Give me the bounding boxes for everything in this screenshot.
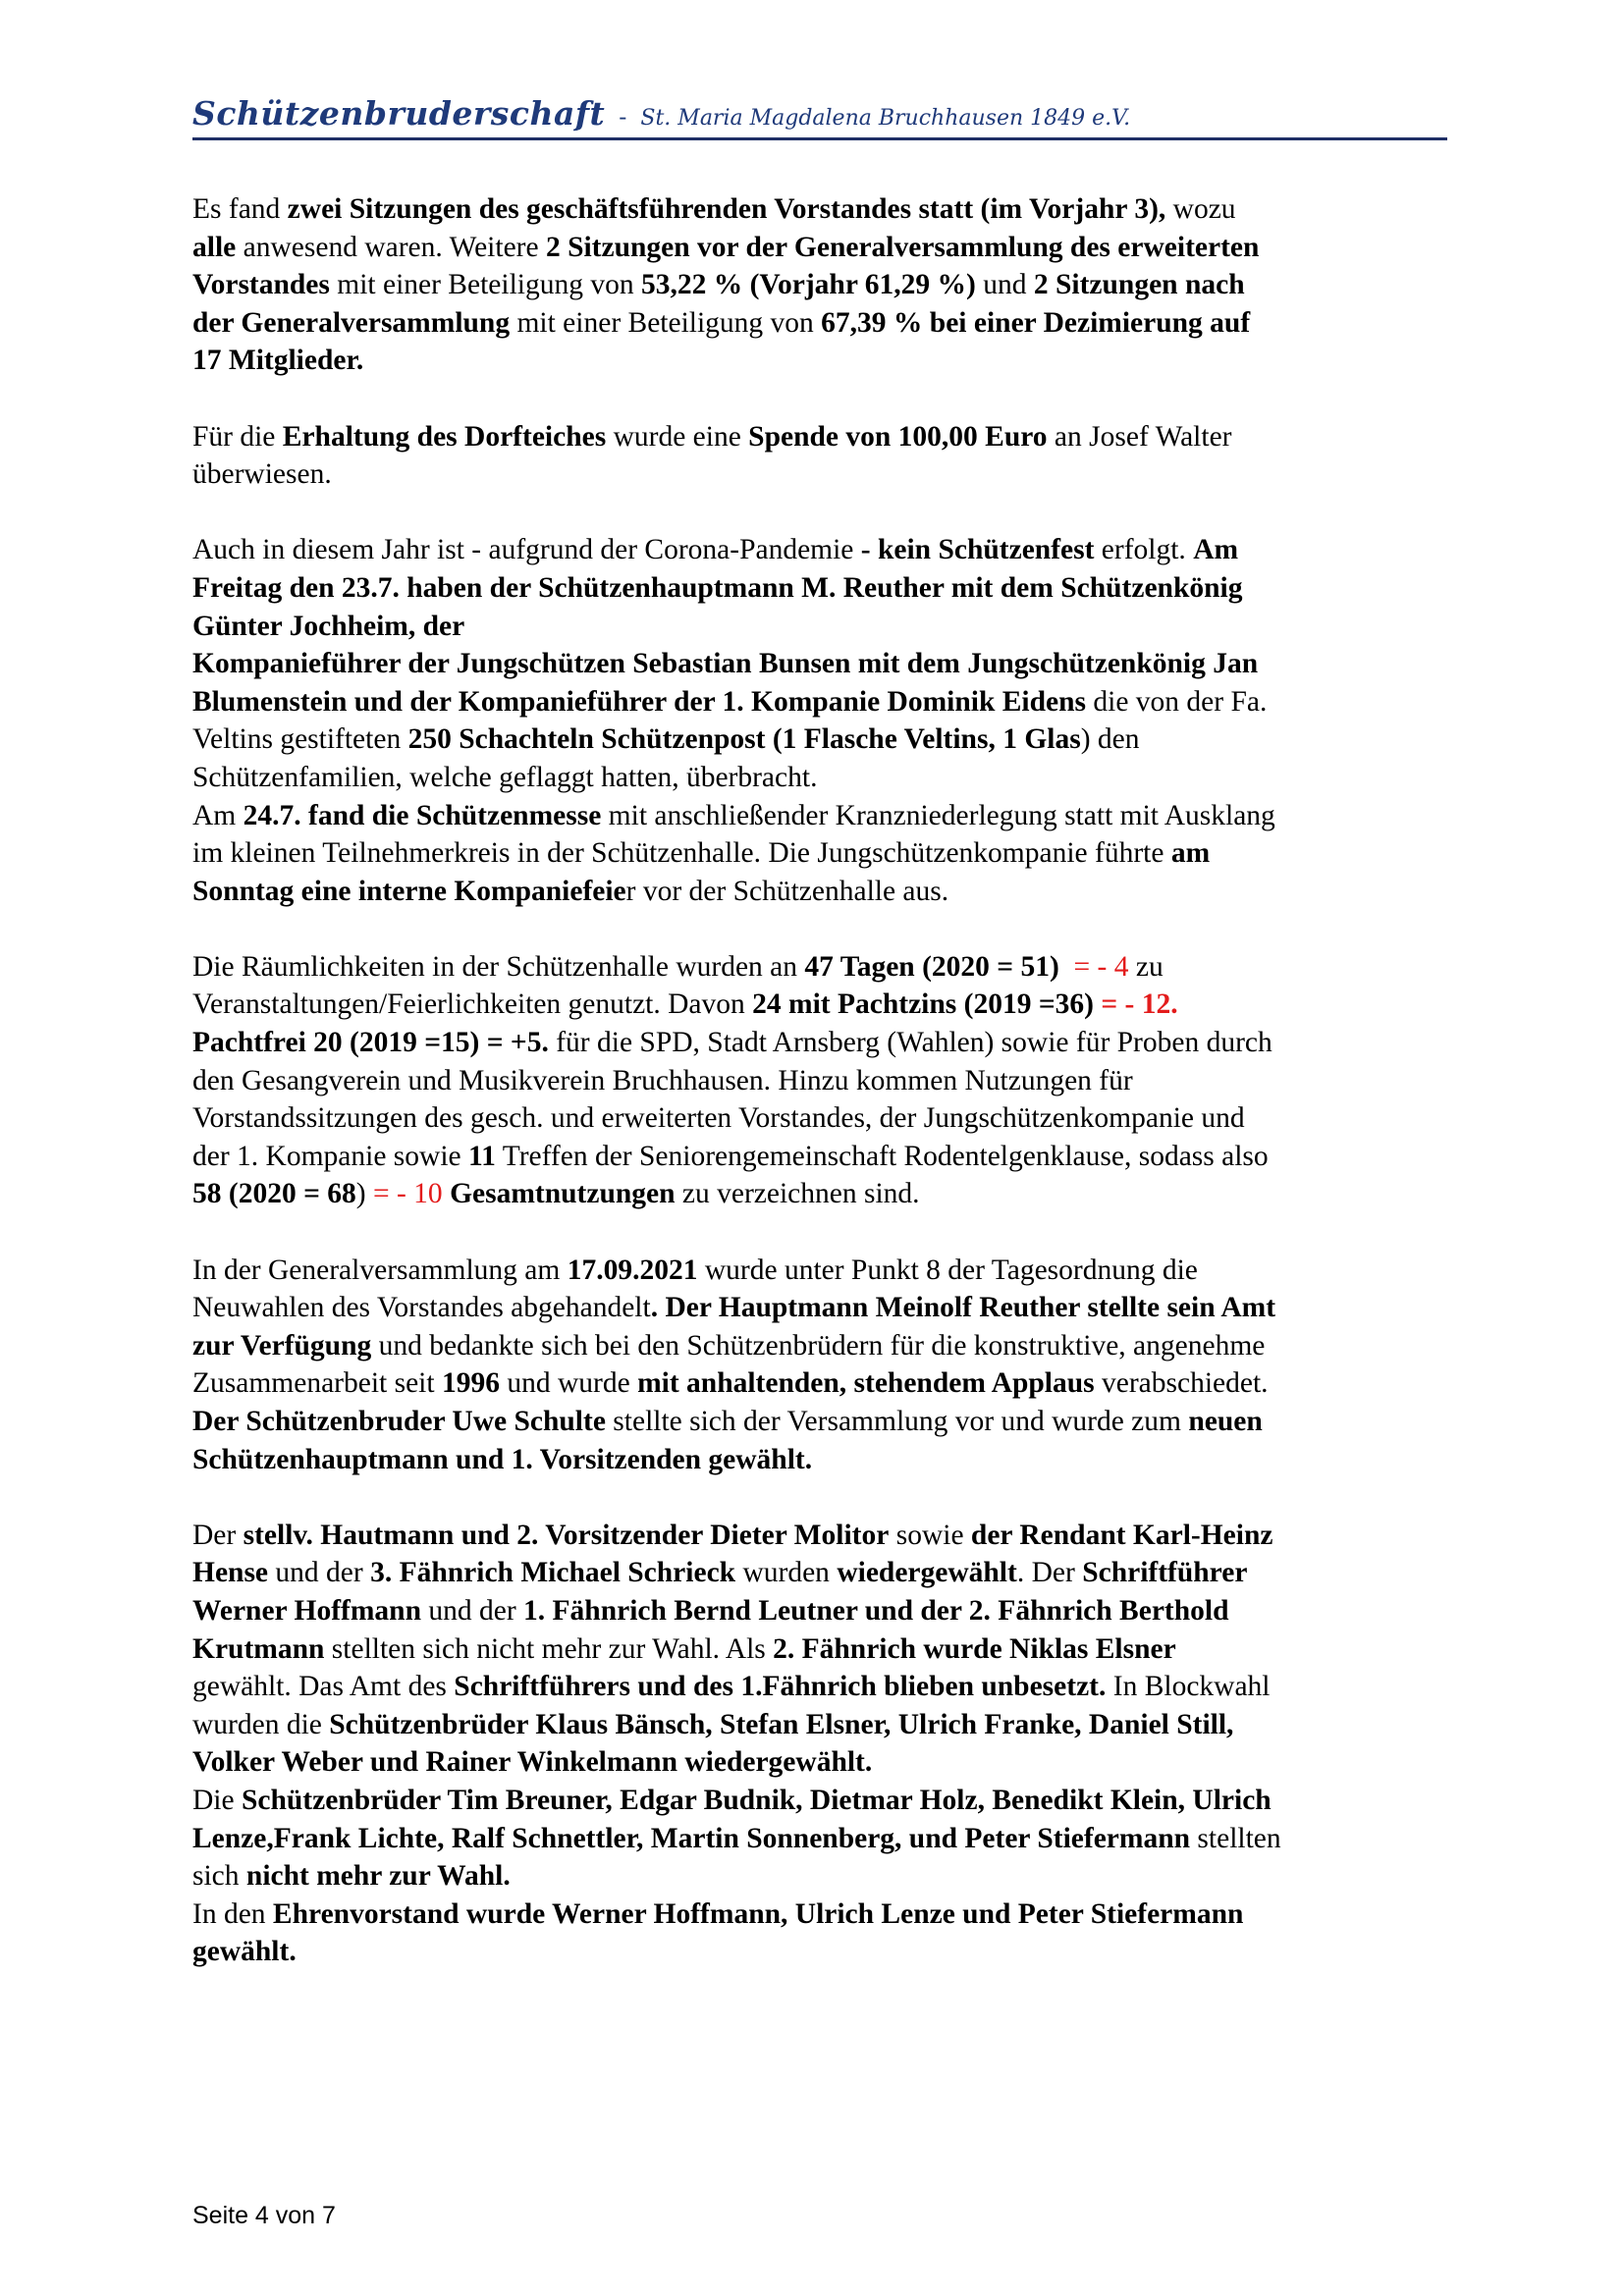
bold-run: 58 (2020 = 68 bbox=[192, 1178, 356, 1210]
text-line bbox=[192, 986, 1449, 1024]
text-line bbox=[192, 683, 1449, 721]
bold-run: Hense bbox=[192, 1557, 269, 1589]
text-run: für die SPD, Stadt Arnsberg (Wahlen) sowie für Proben durch bbox=[548, 1027, 1272, 1059]
text-run: sowie bbox=[889, 1519, 971, 1551]
organization-subtitle: St. Maria Magdalena Bruchhausen 1849 e.V. bbox=[640, 106, 1131, 131]
text-run: der 1. Kompanie sowie bbox=[192, 1140, 468, 1172]
text-run: r vor der Schützenhalle aus. bbox=[625, 875, 949, 907]
text-run: wozu bbox=[1165, 193, 1236, 225]
organization-name: Schützenbruderschaft bbox=[192, 94, 606, 133]
paragraph-elections bbox=[192, 1517, 1449, 1971]
text-run: Schützenfamilien, welche geflaggt hatten, überbracht. bbox=[192, 761, 818, 793]
bold-run: 17.09.2021 bbox=[567, 1254, 698, 1286]
bold-run: - kein Schützenfest bbox=[860, 534, 1095, 566]
text-run: an Josef Walter bbox=[1047, 420, 1232, 453]
text-line bbox=[192, 1820, 1449, 1858]
text-line bbox=[192, 418, 1449, 456]
text-run: im kleinen Teilnehmerkreis in der Schützenhalle. Die Jungschützenkompanie führte bbox=[192, 837, 1171, 870]
bold-run: 17 Mitglieder. bbox=[192, 345, 364, 377]
text-run: stellten sich nicht mehr zur Wahl. Als bbox=[324, 1632, 774, 1665]
text-run: stellten bbox=[1190, 1822, 1281, 1854]
bold-run: Spende von 100,00 Euro bbox=[748, 420, 1048, 453]
bold-run: 11 bbox=[468, 1140, 496, 1172]
bold-run: Schützenbrüder Klaus Bänsch, Stefan Elsner, Ulrich Franke, Daniel Still, bbox=[329, 1708, 1234, 1740]
text-run: anwesend waren. Weitere bbox=[236, 231, 546, 263]
text-line bbox=[192, 1024, 1449, 1062]
bold-run: alle bbox=[192, 231, 237, 263]
bold-run: 67,39 % bei einer Dezimierung auf bbox=[821, 306, 1251, 339]
letterhead bbox=[192, 94, 1447, 143]
bold-run: Vorstandes bbox=[192, 269, 330, 301]
bold-run: der Generalversammlung bbox=[192, 306, 511, 339]
paragraph-hall-usage bbox=[192, 948, 1449, 1213]
bold-run: 2. Fähnrich wurde Niklas Elsner bbox=[773, 1632, 1176, 1665]
paragraph-schuetzenfest bbox=[192, 531, 1449, 910]
bold-run: am bbox=[1170, 837, 1211, 870]
text-line bbox=[192, 1743, 1449, 1782]
text-run: ) bbox=[355, 1178, 366, 1210]
text-run: Veltins gestifteten bbox=[192, 723, 408, 756]
text-line bbox=[192, 1896, 1449, 1934]
bold-run: neuen bbox=[1188, 1406, 1263, 1437]
text-run: gewählt. Das Amt des bbox=[192, 1671, 455, 1703]
text-line bbox=[192, 229, 1449, 267]
text-run: und bedankte sich bei den Schützenbrüdern für die konstruktive, angenehme bbox=[371, 1329, 1266, 1362]
text-line bbox=[192, 1630, 1449, 1669]
text-line bbox=[192, 342, 1449, 380]
bold-run: Werner Hoffmann bbox=[192, 1594, 421, 1627]
text-line bbox=[192, 1138, 1449, 1176]
letterhead-title bbox=[192, 94, 1130, 133]
bold-run: Schriftführer bbox=[1082, 1557, 1248, 1589]
bold-run: Freitag den 23.7. haben der Schützenhauptmann M. Reuther mit dem Schützenkönig bbox=[192, 571, 1243, 604]
text-line bbox=[192, 1403, 1449, 1441]
bold-run: stellv. Hautmann und 2. Vorsitzender Dieter Molitor bbox=[243, 1519, 890, 1551]
text-run: Die Räumlichkeiten in der Schützenhalle wurden an bbox=[192, 950, 805, 983]
text-line bbox=[192, 759, 1449, 797]
document-body bbox=[192, 190, 1449, 1971]
bold-run: Sonntag eine interne Kompaniefeie bbox=[192, 875, 626, 907]
text-run: die von der Fa. bbox=[1086, 685, 1268, 718]
text-run: In Blockwahl bbox=[1106, 1671, 1271, 1703]
text-run: Vorstandssitzungen des gesch. und erweiterten Vorstandes, der Jungschützenkompanie und bbox=[192, 1102, 1245, 1135]
page-number: Seite 4 von 7 bbox=[192, 2202, 336, 2229]
text-line bbox=[192, 304, 1449, 343]
text-run: mit anschließender Kranzniederlegung statt mit Ausklang bbox=[601, 799, 1275, 831]
text-line bbox=[192, 1175, 1449, 1213]
text-run: Es fand bbox=[192, 193, 288, 225]
text-run: wurde eine bbox=[606, 420, 749, 453]
text-line bbox=[192, 834, 1449, 873]
text-line bbox=[192, 948, 1449, 987]
text-line bbox=[192, 645, 1449, 683]
text-run: . Der bbox=[1016, 1557, 1083, 1589]
text-run: Veranstaltungen/Feierlichkeiten genutzt. Davon bbox=[192, 988, 753, 1021]
bold-run: 24.7. fand die Schützenmesse bbox=[243, 799, 602, 831]
red-delta: = - 12. bbox=[1101, 988, 1178, 1021]
bold-run: gewählt. bbox=[192, 1936, 297, 1968]
bold-run: Schützenhauptmann und 1. Vorsitzenden gewählt. bbox=[192, 1443, 813, 1475]
text-line bbox=[192, 1441, 1449, 1479]
text-run: In der Generalversammlung am bbox=[192, 1254, 568, 1286]
text-run: wurde unter Punkt 8 der Tagesordnung die bbox=[697, 1254, 1198, 1286]
bold-run: Günter Jochheim, der bbox=[192, 610, 465, 642]
text-line bbox=[192, 1782, 1449, 1820]
text-run: Zusammenarbeit seit bbox=[192, 1367, 442, 1400]
text-line bbox=[192, 873, 1449, 911]
text-run: Am bbox=[192, 799, 244, 831]
bold-run: zwei Sitzungen des geschäftsführenden Vorstandes statt (im Vorjahr 3), bbox=[287, 193, 1166, 225]
text-run: Neuwahlen des Vorstandes abgehandelt bbox=[192, 1292, 651, 1324]
text-run: mit einer Beteiligung von bbox=[510, 306, 822, 339]
bold-run: wiedergewählt bbox=[837, 1557, 1017, 1589]
bold-run: 47 Tagen (2020 = 51) bbox=[804, 950, 1059, 983]
text-line bbox=[192, 1706, 1449, 1744]
bold-run: . Der Hauptmann Meinolf Reuther stellte sein Amt bbox=[650, 1292, 1276, 1324]
text-line bbox=[192, 531, 1449, 569]
text-run: zu bbox=[1128, 950, 1164, 983]
text-run: Die bbox=[192, 1784, 242, 1816]
bold-run: Schriftführers und des 1.Fähnrich blieben unbesetzt. bbox=[454, 1671, 1107, 1703]
text-line bbox=[192, 1364, 1449, 1403]
text-line bbox=[192, 266, 1449, 304]
text-run: und wurde bbox=[499, 1367, 638, 1400]
bold-run: Krutmann bbox=[192, 1632, 325, 1665]
text-run: wurden bbox=[735, 1557, 838, 1589]
header-rule bbox=[192, 137, 1447, 140]
text-line bbox=[192, 1857, 1449, 1896]
text-line bbox=[192, 1592, 1449, 1630]
bold-run: 250 Schachteln Schützenpost (1 Flasche Veltins, 1 Glas bbox=[407, 723, 1081, 756]
bold-run: Volker Weber und Rainer Winkelmann wiedergewählt. bbox=[192, 1746, 873, 1779]
text-run: und der bbox=[268, 1557, 371, 1589]
text-line bbox=[192, 1099, 1449, 1138]
text-line bbox=[192, 721, 1449, 759]
bold-run: 2 Sitzungen nach bbox=[1033, 269, 1245, 301]
bold-run: 24 mit Pachtzins (2019 =36) bbox=[752, 988, 1094, 1021]
bold-run: Der Schützenbruder Uwe Schulte bbox=[192, 1406, 606, 1437]
text-line bbox=[192, 608, 1449, 646]
text-run: mit einer Beteiligung von bbox=[329, 269, 641, 301]
text-line bbox=[192, 1933, 1449, 1971]
bold-run: Erhaltung des Dorfteiches bbox=[282, 420, 607, 453]
text-line bbox=[192, 569, 1449, 608]
text-line bbox=[192, 1062, 1449, 1100]
paragraph-donation bbox=[192, 418, 1449, 494]
bold-run: der Rendant Karl-Heinz bbox=[970, 1519, 1273, 1551]
red-delta: = - 4 bbox=[1073, 950, 1129, 983]
text-line bbox=[192, 1289, 1449, 1327]
bold-run: 3. Fähnrich Michael Schrieck bbox=[370, 1557, 736, 1589]
bold-run: Blumenstein und der Kompanieführer der 1. Kompanie Dominik Eidens bbox=[192, 685, 1087, 718]
text-run: Auch in diesem Jahr ist - aufgrund der Corona-Pandemie bbox=[192, 534, 861, 566]
bold-run: Kompanieführer der Jungschützen Sebastian Bunsen mit dem Jungschützenkönig Jan bbox=[192, 648, 1259, 680]
text-run: stellte sich der Versammlung vor und wurde zum bbox=[605, 1406, 1189, 1437]
title-separator: - bbox=[619, 103, 627, 131]
bold-run: 1. Fähnrich Bernd Leutner und der 2. Fähnrich Berthold bbox=[523, 1594, 1229, 1627]
bold-run: 2 Sitzungen vor der Generalversammlung des erweiterten bbox=[545, 231, 1260, 263]
bold-run: mit anhaltenden, stehendem Applaus bbox=[637, 1367, 1095, 1400]
text-line bbox=[192, 1668, 1449, 1706]
text-run: den Gesangverein und Musikverein Bruchhausen. Hinzu kommen Nutzungen für bbox=[192, 1064, 1133, 1096]
bold-run: nicht mehr zur Wahl. bbox=[245, 1860, 511, 1893]
text-line bbox=[192, 1327, 1449, 1365]
text-run: und bbox=[975, 269, 1034, 301]
text-run: und der bbox=[420, 1594, 524, 1627]
bold-run: 1996 bbox=[441, 1367, 500, 1400]
text-run: wurden die bbox=[192, 1708, 330, 1740]
text-line bbox=[192, 797, 1449, 835]
bold-run: zur Verfügung bbox=[192, 1329, 372, 1362]
bold-run: Gesamtnutzungen bbox=[442, 1178, 676, 1210]
text-line bbox=[192, 1252, 1449, 1290]
bold-run: 53,22 % (Vorjahr 61,29 %) bbox=[640, 269, 976, 301]
text-line bbox=[192, 1554, 1449, 1592]
text-run: Für die bbox=[192, 420, 283, 453]
bold-run: Am bbox=[1193, 534, 1239, 566]
text-run: zu verzeichnen sind. bbox=[675, 1178, 920, 1210]
paragraph-meetings bbox=[192, 190, 1449, 380]
text-line bbox=[192, 1517, 1449, 1555]
text-line bbox=[192, 455, 1449, 494]
bold-run: Lenze,Frank Lichte, Ralf Schnettler, Martin Sonnenberg, und Peter Stiefermann bbox=[192, 1822, 1191, 1854]
text-run: In den bbox=[192, 1897, 273, 1930]
text-line bbox=[192, 190, 1449, 229]
paragraph-general-assembly bbox=[192, 1252, 1449, 1479]
text-run: Der bbox=[192, 1519, 244, 1551]
text-run: erfolgt. bbox=[1094, 534, 1194, 566]
text-run: Treffen der Seniorengemeinschaft Rodentelgenklause, sodass also bbox=[495, 1140, 1269, 1172]
text-run: ) den bbox=[1080, 723, 1140, 756]
bold-run: Ehrenvorstand wurde Werner Hoffmann, Ulrich Lenze und Peter Stiefermann bbox=[272, 1897, 1244, 1930]
red-delta: = - 10 bbox=[365, 1178, 443, 1210]
text-run: verabschiedet. bbox=[1094, 1367, 1269, 1400]
bold-run: Schützenbrüder Tim Breuner, Edgar Budnik, Dietmar Holz, Benedikt Klein, Ulrich bbox=[241, 1784, 1272, 1816]
bold-run: Pachtfrei 20 (2019 =15) = +5. bbox=[192, 1027, 549, 1059]
text-run: sich bbox=[192, 1860, 246, 1893]
text-run: überwiesen. bbox=[192, 458, 332, 491]
